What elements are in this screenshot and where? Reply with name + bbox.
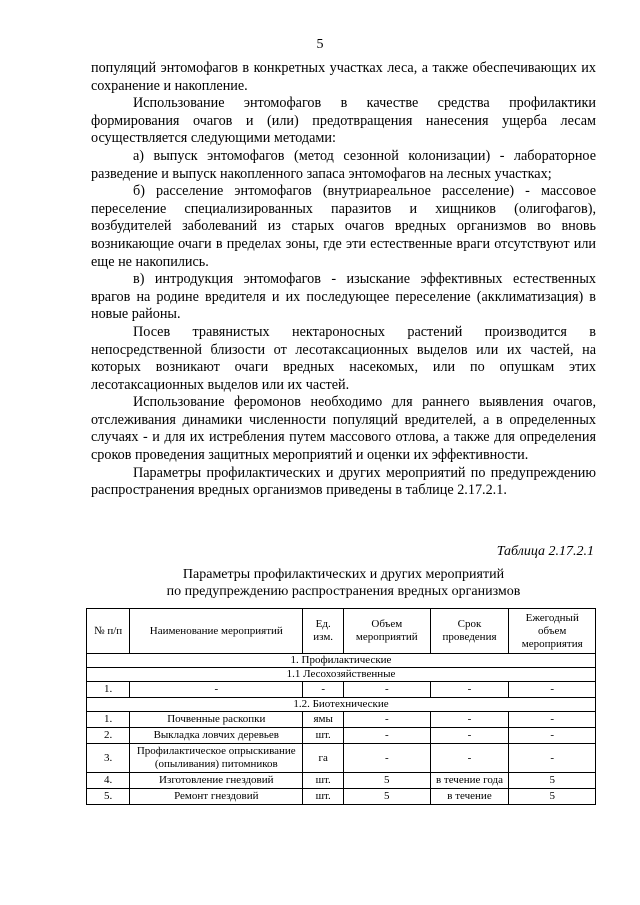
table-cell: в течение	[430, 789, 509, 805]
table-cell: Профилактическое опрыскивание (опыливания) питомников	[130, 744, 303, 773]
table-cell: -	[430, 744, 509, 773]
paragraph: популяций энтомофагов в конкретных участках леса, а также обеспечивающих их сохранение и накопление.	[91, 60, 596, 94]
paragraph: а) выпуск энтомофагов (метод сезонной колонизации) - лабораторное разведение и выпуск накопленного запаса энтомофагов на лесных участках;	[91, 147, 596, 182]
body-text	[91, 60, 596, 500]
table-cell: Ремонт гнездовий	[130, 789, 303, 805]
page-number: 5	[316, 37, 324, 52]
table-cell: -	[344, 744, 431, 773]
table-row	[87, 682, 596, 698]
table-cell: га	[303, 744, 344, 773]
table-cell: -	[303, 682, 344, 698]
col-header-term: Срок проведения	[430, 609, 509, 654]
table-caption: Таблица 2.17.2.1	[496, 544, 594, 559]
table-row	[87, 728, 596, 744]
table-cell: -	[509, 682, 596, 698]
paragraph: б) расселение энтомофагов (внутриареальное расселение) - массовое переселение специализированных паразитов и хищников (олигофагов), возбудителей заболеваний из старых очагов вредных организмов во вновь возникающие очаги в пределах зоны, где эти естественные враги отсутствуют или еще не накопились.	[91, 183, 596, 270]
table-cell: Почвенные раскопки	[130, 712, 303, 728]
table-section-label: 1. Профилактические	[87, 654, 596, 668]
table-cell: -	[344, 712, 431, 728]
paragraph: в) интродукция энтомофагов - изыскание эффективных естественных врагов на родине вредителя и их последующее переселение (акклиматизация) в новые районы.	[91, 271, 596, 323]
table-cell: -	[509, 744, 596, 773]
col-header-unit: Ед. изм.	[303, 609, 344, 654]
table-cell: ямы	[303, 712, 344, 728]
table-cell: 2.	[87, 728, 130, 744]
col-header-number: № п/п	[87, 609, 130, 654]
table-cell: -	[430, 682, 509, 698]
col-header-name: Наименование мероприятий	[130, 609, 303, 654]
table-section-label: 1.1 Лесохозяйственные	[87, 668, 596, 682]
table-cell: шт.	[303, 773, 344, 789]
table-cell: Изготовление гнездовий	[130, 773, 303, 789]
table-cell: шт.	[303, 728, 344, 744]
paragraph: Параметры профилактических и других мероприятий по предупреждению распространения вредных организмов приведены в таблице 2.17.2.1.	[91, 464, 596, 499]
paragraph: Посев травянистых нектароносных растений производится в непосредственной близости от лесотаксационных выделов или их частей, на которых возникают очаги вредных насекомых, или по опушкам этих лесотаксационных выделов или их частей.	[91, 323, 596, 393]
table-cell: 5	[344, 789, 431, 805]
table-section-row	[87, 698, 596, 712]
table-cell: 5	[509, 773, 596, 789]
table-cell: -	[509, 712, 596, 728]
table-cell: 4.	[87, 773, 130, 789]
paragraph: Использование энтомофагов в качестве средства профилактики формирования очагов и (или) предотвращения нанесения ущерба лесам осуществляется следующими методами:	[91, 95, 596, 147]
table-cell: 5	[344, 773, 431, 789]
table-cell: шт.	[303, 789, 344, 805]
params-table	[86, 608, 596, 805]
col-header-volume: Объем мероприятий	[344, 609, 431, 654]
paragraph: Использование феромонов необходимо для раннего выявления очагов, отслеживания динамики численности популяций вредителей, а в определенных случаях - и для их истребления путем массового отлова, а также для определения сроков проведения защитных мероприятий и оценки их эффективности.	[91, 394, 596, 464]
table-section-label: 1.2. Биотехнические	[87, 698, 596, 712]
table-cell: 3.	[87, 744, 130, 773]
table-row	[87, 744, 596, 773]
table-cell: в течение года	[430, 773, 509, 789]
table-body	[87, 654, 596, 805]
table-cell: -	[430, 728, 509, 744]
table-row	[87, 773, 596, 789]
table-cell: 5	[509, 789, 596, 805]
table-cell: -	[130, 682, 303, 698]
table-cell: -	[509, 728, 596, 744]
table-header-row	[87, 609, 596, 654]
table-title-line: Параметры профилактических и других мероприятий	[182, 567, 505, 582]
table-cell: 1.	[87, 682, 130, 698]
table-cell: -	[430, 712, 509, 728]
table-cell: -	[344, 682, 431, 698]
table-cell: 5.	[87, 789, 130, 805]
table-cell: 1.	[87, 712, 130, 728]
table-title	[91, 566, 596, 600]
table-section-row	[87, 654, 596, 668]
table-cell: Выкладка ловчих деревьев	[130, 728, 303, 744]
table-row	[87, 712, 596, 728]
table-row	[87, 789, 596, 805]
col-header-annual-volume: Ежегодный объем мероприятия	[509, 609, 596, 654]
table-cell: -	[344, 728, 431, 744]
table-title-line: по предупреждению распространения вредных организмов	[166, 584, 521, 599]
table-section-row	[87, 668, 596, 682]
